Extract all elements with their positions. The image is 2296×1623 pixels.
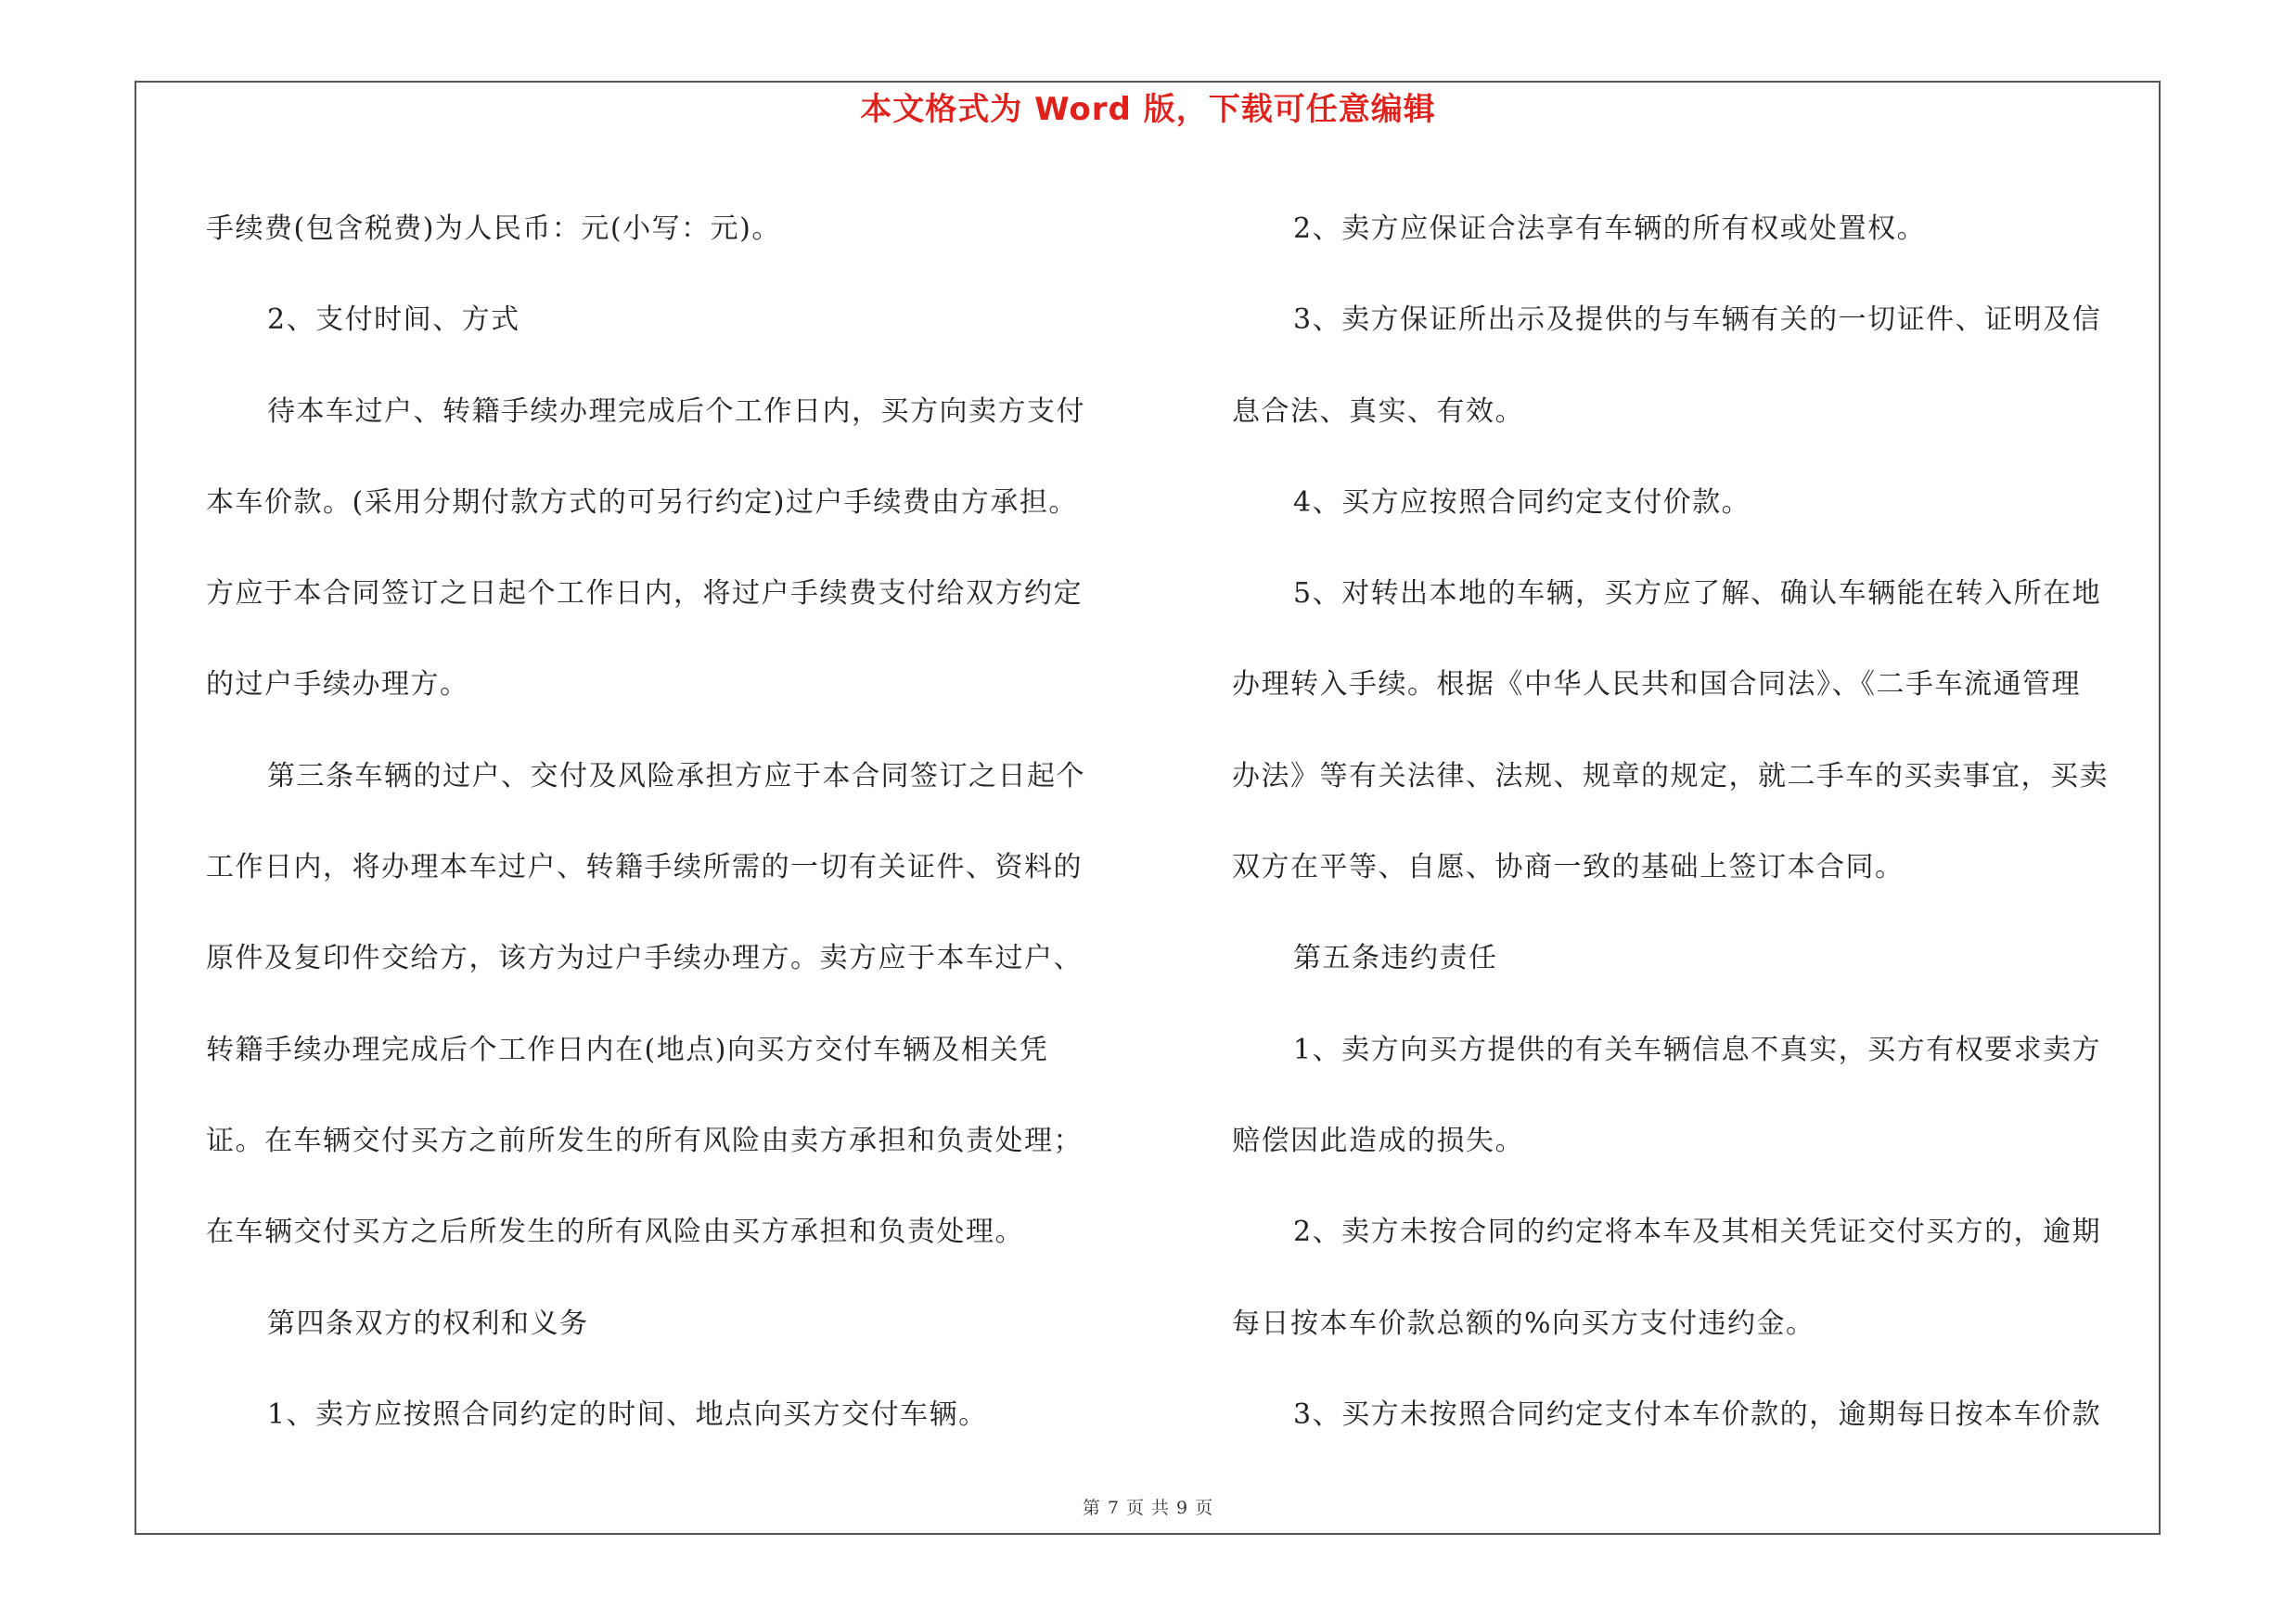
paragraph-line: 1、卖方应按照合同约定的时间、地点向买方交付车辆。 — [267, 1398, 988, 1431]
left-column — [206, 184, 1134, 1461]
paragraph-line: 办法》等有关法律、法规、规章的规定，就二手车的买卖事宜，买卖 — [1232, 759, 2109, 792]
paragraph-line: 4、买方应按照合同约定支付价款。 — [1293, 485, 1751, 519]
page-footer: 第 7 页 共 9 页 — [1082, 1498, 1214, 1518]
paragraph-line: 第三条车辆的过户、交付及风险承担方应于本合同签订之日起个 — [267, 759, 1085, 792]
paragraph-line: 的过户手续办理方。 — [206, 668, 469, 702]
paragraph-line: 每日按本车价款总额的%向买方支付违约金。 — [1232, 1307, 1815, 1340]
paragraph-line: 3、买方未按照合同约定支付本车价款的，逾期每日按本车价款 — [1293, 1398, 2102, 1431]
paragraph-line: 办理转入手续。根据《中华人民共和国合同法》、《二手车流通管理 — [1232, 668, 2081, 702]
header-banner: 本文格式为 Word 版，下载可任意编辑 — [860, 91, 1436, 128]
paragraph-line: 待本车过户、转籍手续办理完成后个工作日内，买方向卖方支付 — [267, 394, 1085, 428]
paragraph-line: 2、卖方未按合同的约定将本车及其相关凭证交付买方的，逾期 — [1293, 1216, 2102, 1249]
paragraph-line: 2、支付时间、方式 — [267, 303, 520, 337]
paragraph-line: 3、卖方保证所出示及提供的与车辆有关的一切证件、证明及信 — [1293, 303, 2102, 337]
paragraph-line: 工作日内，将办理本车过户、转籍手续所需的一切有关证件、资料的 — [206, 851, 1083, 884]
paragraph-line: 1、卖方向买方提供的有关车辆信息不真实，买方有权要求卖方 — [1293, 1033, 2102, 1066]
right-column — [1232, 184, 2160, 1461]
paragraph-line: 第五条违约责任 — [1293, 942, 1498, 975]
paragraph-line: 5、对转出本地的车辆，买方应了解、确认车辆能在转入所在地 — [1293, 577, 2102, 611]
paragraph-line: 证。在车辆交付买方之前所发生的所有风险由卖方承担和负责处理； — [206, 1124, 1083, 1157]
paragraph-line: 在车辆交付买方之后所发生的所有风险由买方承担和负责处理。 — [206, 1216, 1024, 1249]
paragraph-line: 原件及复印件交给方，该方为过户手续办理方。卖方应于本车过户、 — [206, 942, 1083, 975]
paragraph-line: 第四条双方的权利和义务 — [267, 1307, 589, 1340]
paragraph-line: 方应于本合同签订之日起个工作日内，将过户手续费支付给双方约定 — [206, 577, 1083, 611]
paragraph-line: 赔偿因此造成的损失。 — [1232, 1124, 1524, 1157]
paragraph-line: 手续费(包含税费)为人民币：元(小写：元)。 — [206, 213, 781, 245]
paragraph-line: 本车价款。(采用分期付款方式的可另行约定)过户手续费由方承担。 — [206, 485, 1078, 519]
paragraph-line: 转籍手续办理完成后个工作日内在(地点)向买方交付车辆及相关凭 — [206, 1033, 1049, 1066]
paragraph-line: 2、卖方应保证合法享有车辆的所有权或处置权。 — [1293, 213, 1927, 245]
paragraph-line: 双方在平等、自愿、协商一致的基础上签订本合同。 — [1232, 851, 1905, 884]
paragraph-line: 息合法、真实、有效。 — [1232, 394, 1524, 428]
